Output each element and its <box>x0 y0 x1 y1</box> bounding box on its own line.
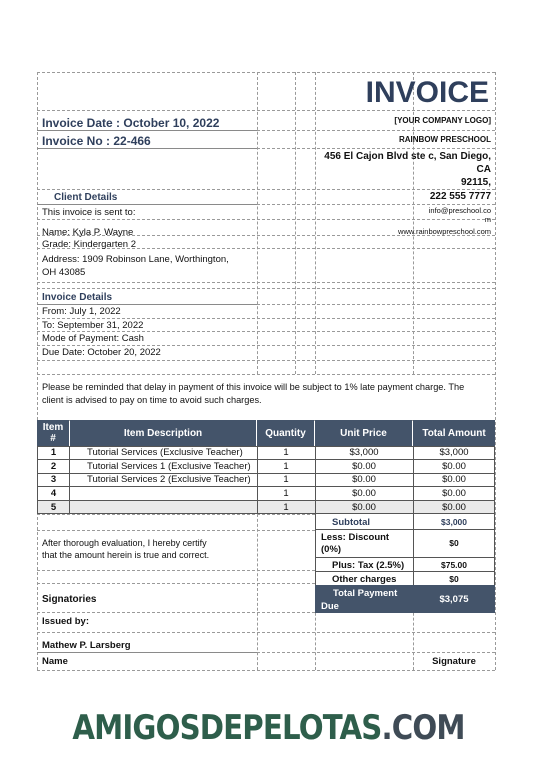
row-3-item: 3 <box>50 474 57 485</box>
grid-line <box>495 72 496 670</box>
row-3-unit-price: $0.00 <box>352 474 376 485</box>
client-name: Name: Kyla P. Wayne <box>42 227 134 238</box>
grid-line <box>37 219 495 220</box>
column-header-item <box>37 420 69 446</box>
certification-line1: After thorough evaluation, I hereby certify <box>42 538 207 548</box>
subtotal-value: $3,000 <box>441 517 467 527</box>
issued-by-label: Issued by: <box>42 616 89 627</box>
grid-line <box>37 360 495 361</box>
totals-divider <box>316 571 494 572</box>
row-4-unit-price: $0.00 <box>352 488 376 499</box>
discount-value: $0 <box>449 538 459 548</box>
grid-line <box>37 670 495 671</box>
row-3-description: Tutorial Services 2 (Exclusive Teacher) <box>87 474 251 485</box>
subtotal-label: Subtotal <box>332 517 370 528</box>
column-header-quantity: Quantity <box>257 420 314 446</box>
watermark-suffix: .COM <box>381 708 465 748</box>
grid-line <box>37 72 38 670</box>
grid-line <box>37 583 315 584</box>
underline <box>37 304 257 305</box>
grid-line <box>37 288 495 289</box>
company-address-line2: CA <box>476 164 491 175</box>
other-charges-label: Other charges <box>332 574 397 585</box>
total-due-label-line1: Total Payment <box>333 588 398 599</box>
invoice-date: Invoice Date : October 10, 2022 <box>42 116 220 130</box>
company-logo-placeholder: [YOUR COMPANY LOGO] <box>394 116 491 125</box>
payment-mode: Mode of Payment: Cash <box>42 333 144 344</box>
signature-label: Signature <box>432 656 476 667</box>
client-details-heading: Client Details <box>54 192 118 203</box>
grid-line <box>37 282 495 283</box>
client-address-line1: Address: 1909 Robinson Lane, Worthington, <box>42 254 229 265</box>
invoice-from: From: July 1, 2022 <box>42 306 121 317</box>
company-phone: 222 555 7777 <box>429 191 491 202</box>
column-header-unit-price: Unit Price <box>315 420 412 446</box>
client-sent-to: This invoice is sent to: <box>42 207 136 218</box>
underline <box>37 148 257 149</box>
row-2-unit-price: $0.00 <box>352 461 376 472</box>
column-header-item-line2: # <box>50 433 56 444</box>
company-email-line1: info@preschool.co <box>428 206 491 215</box>
signer-name: Mathew P. Larsberg <box>42 640 131 651</box>
column-header-description: Item Description <box>70 420 256 446</box>
invoice-number: Invoice No : 22-466 <box>42 134 151 148</box>
underline <box>37 204 257 205</box>
row-2-description: Tutorial Services 1 (Exclusive Teacher) <box>87 461 251 472</box>
row-2-quantity: 1 <box>283 461 289 472</box>
row-5-quantity: 1 <box>283 502 289 513</box>
row-2-total: $0.00 <box>442 461 466 472</box>
grid-line <box>315 72 316 374</box>
grid-line <box>37 318 495 319</box>
company-email-line2: m <box>484 215 491 224</box>
company-address-line1: 456 El Cajon Blvd ste c, San Diego, <box>324 151 491 162</box>
row-4-total: $0.00 <box>442 488 466 499</box>
row-5-unit-price: $0.00 <box>352 502 376 513</box>
row-3-total: $0.00 <box>442 474 466 485</box>
grid-line <box>37 632 495 633</box>
site-watermark <box>38 708 500 748</box>
row-1-total: $3,000 <box>439 447 469 458</box>
items-table-body <box>37 446 495 514</box>
grid-line <box>37 110 495 111</box>
grid-line <box>295 72 296 374</box>
company-website: www.rainbowpreschool.com <box>398 227 491 236</box>
underline <box>37 652 257 653</box>
discount-label-line2: (0%) <box>321 544 342 555</box>
grid-line <box>37 189 495 190</box>
row-divider <box>37 500 495 501</box>
tax-value: $75.00 <box>441 560 467 570</box>
company-name: RAINBOW PRESCHOOL <box>399 135 491 144</box>
late-payment-notice-line1: Please be reminded that delay in payment of this invoice will be subject to 1% late payment charge. The <box>42 382 465 392</box>
watermark-text: AMIGOSDEPELOTAS <box>72 708 382 748</box>
tax-label: Plus: Tax (2.5%) <box>332 560 405 571</box>
discount-label-line1: Less: Discount <box>321 532 390 543</box>
invoice-sheet <box>37 72 495 670</box>
certification-line2: that the amount herein is true and correct. <box>42 550 210 560</box>
row-3-quantity: 1 <box>283 474 289 485</box>
row-divider <box>37 459 495 460</box>
invoice-to: To: September 31, 2022 <box>42 320 144 331</box>
signatories-heading: Signatories <box>42 594 97 605</box>
grid-line <box>257 514 258 670</box>
row-1-unit-price: $3,000 <box>349 447 379 458</box>
grid-line <box>37 570 315 571</box>
row-1-description: Tutorial Services (Exclusive Teacher) <box>87 447 243 458</box>
column-header-item-line1: Item <box>42 422 64 433</box>
total-due-value: $3,075 <box>439 594 469 605</box>
client-grade: Grade: Kindergarten 2 <box>42 239 137 250</box>
name-label: Name <box>42 656 68 667</box>
total-due-label-line2: Due <box>321 601 339 612</box>
late-payment-notice-line2: client is advised to pay on time to avoid such charges. <box>42 395 262 405</box>
totals-divider <box>316 557 494 558</box>
row-4-item: 4 <box>50 488 57 499</box>
invoice-details-heading: Invoice Details <box>42 292 113 303</box>
invoice-title: INVOICE <box>365 76 489 109</box>
totals-divider <box>316 529 494 530</box>
grid-line <box>37 530 315 531</box>
other-charges-value: $0 <box>449 574 459 584</box>
grid-line <box>37 374 495 375</box>
row-divider <box>37 486 495 487</box>
underline <box>37 130 257 131</box>
column-header-total: Total Amount <box>413 420 495 446</box>
row-1-quantity: 1 <box>283 447 289 458</box>
row-5-total: $0.00 <box>442 502 466 513</box>
grid-line <box>37 514 315 515</box>
row-5-item: 5 <box>50 502 57 513</box>
grid-line <box>37 331 495 332</box>
due-date: Due Date: October 20, 2022 <box>42 347 161 358</box>
grid-line <box>257 72 258 374</box>
row-2-item: 2 <box>50 461 57 472</box>
grid-line <box>37 345 495 346</box>
grid-line <box>37 72 495 73</box>
client-address-line2: OH 43085 <box>42 267 86 278</box>
row-4-quantity: 1 <box>283 488 289 499</box>
row-1-item: 1 <box>50 447 57 458</box>
company-address-line3: 92115, <box>460 177 491 188</box>
